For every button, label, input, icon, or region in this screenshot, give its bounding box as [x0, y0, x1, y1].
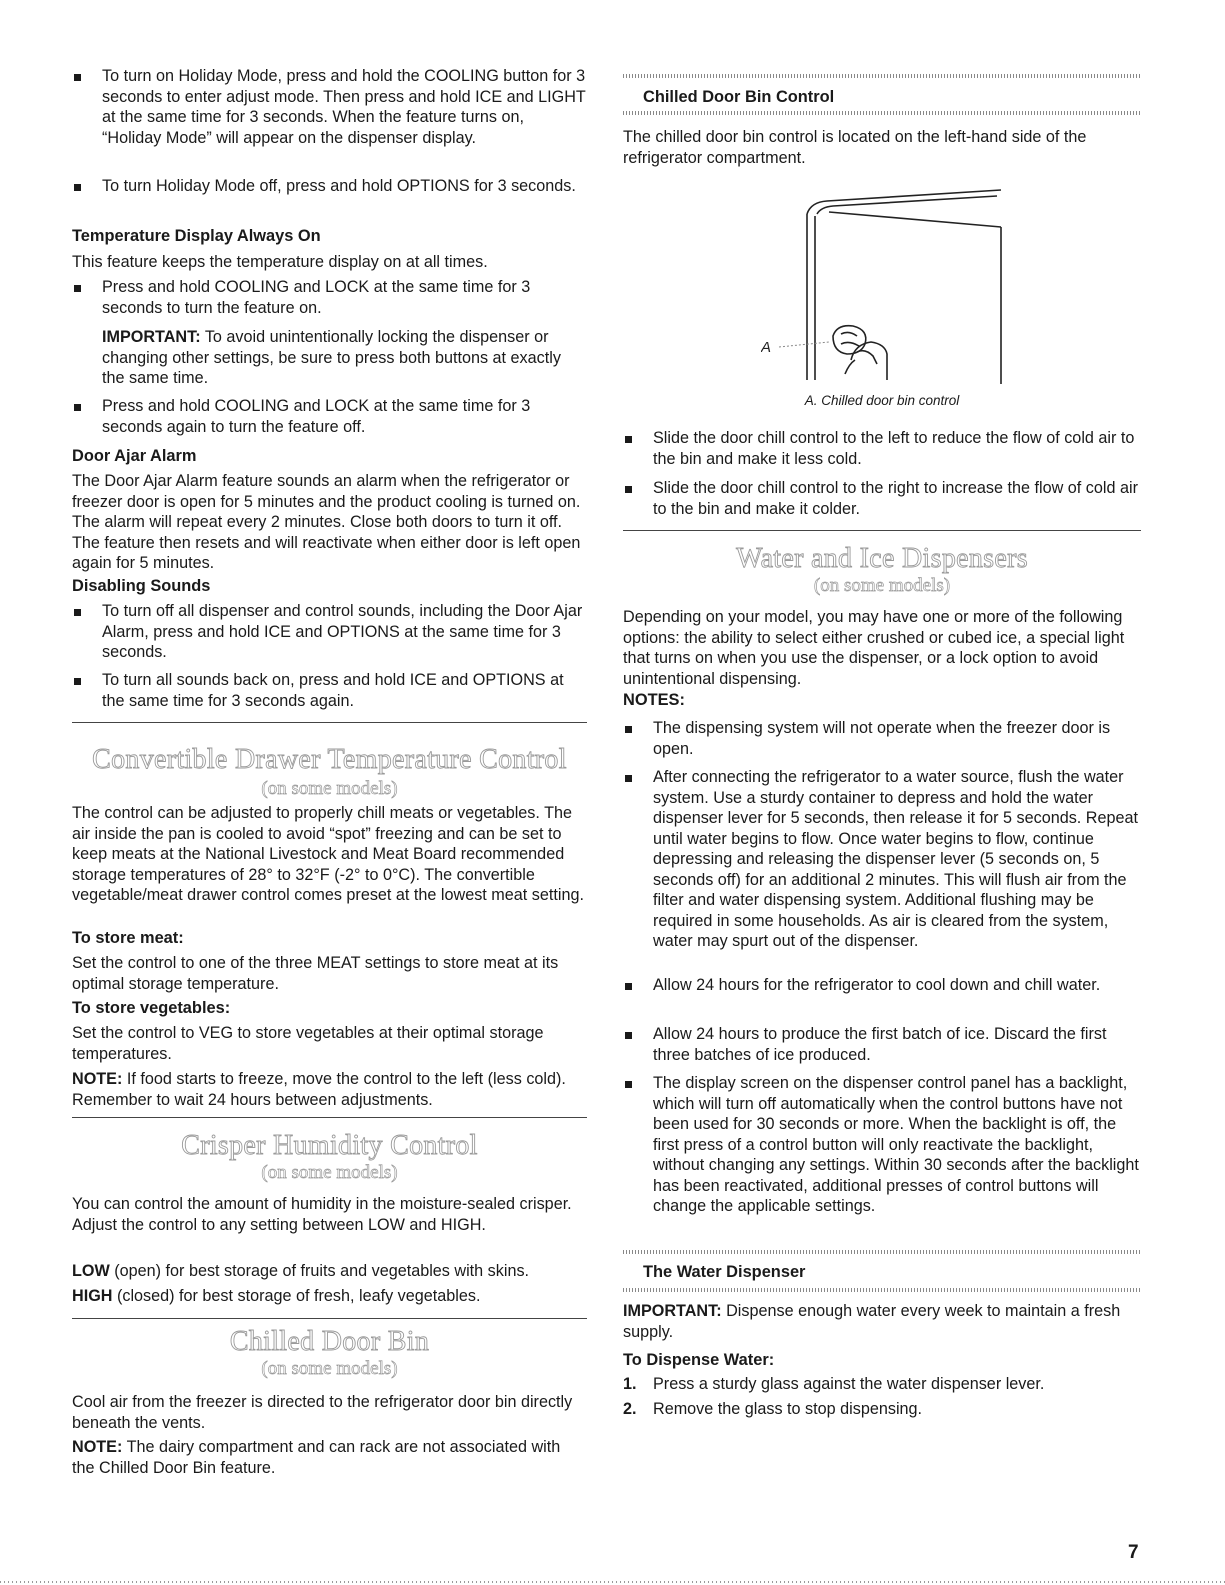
convertible-section-subtitle: (on some models) — [261, 778, 398, 799]
note-bullet-5: The display screen on the dispenser control panel has a backlight, which will turn off automatically when the control buttons have not been used for 30 seconds or more. When the backlight is off, the first press of a control button will only reactivate the backlight, without changing any settings. Within 30 seconds after the backlight has been reactivated, additional presses of control buttons will change the applicable settings. — [623, 1073, 1141, 1217]
leader-line — [779, 342, 829, 347]
step-2-number: 2. — [623, 1400, 637, 1418]
store-meat-body: Set the control to one of the three MEAT settings to store meat at its optimal storage temperature. — [72, 954, 559, 993]
notes-label: NOTES: — [623, 691, 685, 709]
section-divider — [72, 1117, 587, 1118]
temp-display-heading: Temperature Display Always On — [72, 227, 321, 245]
temp-off-bullet: Press and hold COOLING and LOCK at the same time for 3 seconds again to turn the feature off. — [72, 396, 587, 437]
figure-caption: A. Chilled door bin control — [804, 393, 960, 408]
important-text: To avoid unintentionally locking the dispenser or changing other settings, be sure to press both buttons at exactly the same time. — [102, 328, 561, 387]
store-veg-heading: To store vegetables: — [72, 999, 231, 1017]
important-label: IMPORTANT: — [623, 1302, 722, 1320]
bin-left-bullet: Slide the door chill control to the left to reduce the flow of cold air to the bin and make it less cold. — [623, 428, 1141, 469]
note-label: NOTE: — [72, 1438, 123, 1456]
step-1 — [623, 1374, 1044, 1395]
bin-right-bullet: Slide the door chill control to the right to increase the flow of cold air to the bin and make it colder. — [623, 478, 1141, 519]
section-divider — [72, 1318, 587, 1319]
note-label: NOTE: — [72, 1070, 123, 1088]
chilled-bin-body: Cool air from the freezer is directed to the refrigerator door bin directly beneath the vents. — [72, 1393, 573, 1432]
crisper-section-title: Crisper Humidity Control — [181, 1130, 478, 1161]
step-2 — [623, 1399, 922, 1420]
temp-important-note — [72, 327, 587, 389]
crisper-low — [72, 1261, 587, 1282]
figure-letter-a: A — [761, 339, 772, 356]
holiday-on-bullet: To turn on Holiday Mode, press and hold the COOLING button for 3 seconds to enter adjust mode. Then press and hold ICE and LIGHT at the same time for 3 seconds. When the feature turns on, “Holiday Mode” will appear on the dispenser display. — [72, 66, 587, 148]
high-text: (closed) for best storage of fresh, leafy vegetables. — [112, 1287, 481, 1305]
store-meat-heading: To store meat: — [72, 929, 184, 947]
bottom-border — [0, 1581, 1225, 1583]
chilled-bin-section-title: Chilled Door Bin — [229, 1326, 430, 1357]
dotted-rule — [623, 111, 1141, 115]
note-bullet-3: Allow 24 hours for the refrigerator to cool down and chill water. — [623, 975, 1141, 996]
page-number: 7 — [1128, 1542, 1139, 1563]
disabling-sounds-heading: Disabling Sounds — [72, 577, 211, 595]
chilled-bin-section-subtitle: (on some models) — [261, 1358, 398, 1379]
bin-control-heading: Chilled Door Bin Control — [643, 88, 835, 106]
bin-control-body: The chilled door bin control is located on the left-hand side of the refrigerator compartment. — [623, 128, 1087, 167]
dispenser-important — [623, 1301, 1141, 1342]
crisper-section-subtitle: (on some models) — [261, 1162, 398, 1183]
sounds-on-bullet: To turn all sounds back on, press and hold ICE and OPTIONS at the same time for 3 seconds again. — [72, 670, 587, 711]
crisper-high — [72, 1286, 587, 1307]
water-dispenser-heading: The Water Dispenser — [643, 1263, 806, 1281]
dispense-water-heading: To Dispense Water: — [623, 1351, 775, 1369]
low-text: (open) for best storage of fruits and vegetables with skins. — [109, 1262, 530, 1280]
water-ice-body: Depending on your model, you may have one or more of the following options: the ability to select either crushed or cubed ice, a special light that turns on when you use the dispenser, or a lock option to avoid unintentional dispensing. — [623, 608, 1125, 688]
convertible-body: The control can be adjusted to properly chill meats or vegetables. The air inside the pan is cooled to avoid “spot” freezing and can be set to keep meats at the National Livestock and Meat Board recommended storage temperatures of 28° to 32°F (-2° to 0°C). The convertible vegetable/meat drawer control comes preset at the lowest meat setting. — [72, 804, 584, 904]
dotted-rule — [623, 1288, 1141, 1292]
note-text: If food starts to freeze, move the control to the left (less cold). Remember to wait 24 hours between adjustments. — [72, 1070, 566, 1109]
door-ajar-body: The Door Ajar Alarm feature sounds an alarm when the refrigerator or freezer door is open for 5 minutes and the product cooling is turned on. The alarm will repeat every 2 minutes. Close both doors to turn it off. The feature then resets and will reactivate when either door is left open again for 5 minutes. — [72, 472, 581, 572]
hand-shape — [851, 342, 887, 380]
high-label: HIGH — [72, 1287, 113, 1305]
note-text: The dairy compartment and can rack are not associated with the Chilled Door Bin feature. — [72, 1438, 561, 1477]
store-veg-body: Set the control to VEG to store vegetables at their optimal storage temperatures. — [72, 1024, 544, 1063]
temp-on-bullet: Press and hold COOLING and LOCK at the same time for 3 seconds to turn the feature on. — [72, 277, 587, 318]
step-2-text: Remove the glass to stop dispensing. — [653, 1400, 923, 1418]
note-bullet-4: Allow 24 hours to produce the first batch of ice. Discard the first three batches of ice produced. — [623, 1024, 1141, 1065]
temp-display-body: This feature keeps the temperature display on at all times. — [72, 253, 488, 271]
step-1-text: Press a sturdy glass against the water dispenser lever. — [653, 1375, 1045, 1393]
bin-control-knob — [833, 326, 866, 354]
drawer-note — [72, 1069, 587, 1110]
sounds-off-bullet: To turn off all dispenser and control sounds, including the Door Ajar Alarm, press and hold ICE and OPTIONS at the same time for 3 seconds. — [72, 601, 587, 663]
chilled-bin-note — [72, 1437, 587, 1478]
dotted-rule — [623, 74, 1141, 78]
holiday-off-bullet: To turn Holiday Mode off, press and hold OPTIONS for 3 seconds. — [72, 176, 587, 197]
step-1-number: 1. — [623, 1375, 637, 1393]
crisper-body: You can control the amount of humidity in the moisture-sealed crisper. Adjust the control to any setting between LOW and HIGH. — [72, 1195, 572, 1234]
important-label: IMPORTANT: — [102, 328, 201, 346]
refrigerator-top-inner — [817, 196, 997, 214]
dotted-rule — [623, 1250, 1141, 1254]
door-ajar-heading: Door Ajar Alarm — [72, 447, 197, 465]
section-divider — [72, 722, 587, 723]
water-ice-section-title: Water and Ice Dispensers — [736, 543, 1028, 574]
water-ice-section-subtitle: (on some models) — [813, 575, 951, 596]
section-divider — [623, 530, 1141, 531]
important-text: Dispense enough water every week to maintain a fresh supply. — [623, 1302, 1121, 1341]
chilled-bin-diagram — [761, 184, 1011, 394]
note-bullet-2: After connecting the refrigerator to a water source, flush the water system. Use a sturdy container to depress and hold the water dispenser lever for 5 seconds, then release it for 5 seconds. Repeat until water begins to flow. Once water begins to flow, continue depressing and releasing the dispenser lever (5 seconds on, 5 seconds off) for an additional 2 minutes. This will flush air from the filter and water dispensing system. Additional flushing may be required in some households. As air is cleared from the system, water may spurt out of the dispenser. — [623, 767, 1141, 952]
note-bullet-1: The dispensing system will not operate when the freezer door is open. — [623, 718, 1141, 759]
convertible-section-title: Convertible Drawer Temperature Control — [92, 744, 567, 775]
low-label: LOW — [72, 1262, 110, 1280]
